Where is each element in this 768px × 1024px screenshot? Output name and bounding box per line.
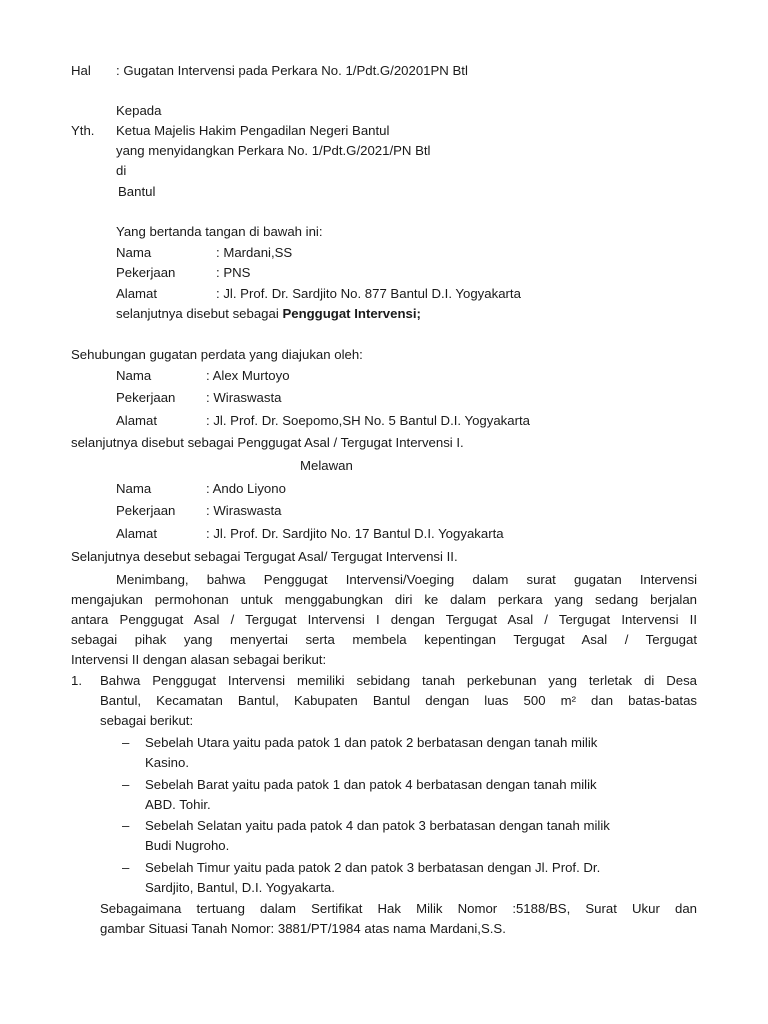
bullet-dash: – [122,860,130,875]
hal-label: Hal [71,63,91,78]
recipient-place: Bantul [118,184,156,199]
plaintiff-alamat-label: Alamat [116,413,158,428]
boundary-west-line-1: Sebelah Barat yaitu pada patok 1 dan patok 4 berbatasan dengan tanah milik [145,777,597,792]
certificate-line-1: Sebagaimana tertuang dalam Sertifikat Hak Milik Nomor :5188/BS, Surat Ukur dan [100,901,697,916]
recipient-line-1: Ketua Majelis Hakim Pengadilan Negeri Bantul [116,123,390,138]
undersigned-pekerjaan-label: Pekerjaan [116,265,176,280]
plaintiff-nama-value: : Alex Murtoyo [206,368,290,383]
certificate-line-2: gambar Situasi Tanah Nomor: 3881/PT/1984 atas nama Mardani,S.S. [100,921,506,936]
defendant-nama-value: : Ando Liyono [206,481,286,496]
plaintiff-alamat-value: : Jl. Prof. Dr. Soepomo,SH No. 5 Bantul D.I. Yogyakarta [206,413,530,428]
undersigned-designation [116,306,421,322]
boundary-east-line-1: Sebelah Timur yaitu pada patok 2 dan patok 3 berbatasan dengan Jl. Prof. Dr. [145,860,601,875]
plaintiff-pekerjaan-value: : Wiraswasta [206,390,282,405]
defendant-alamat-label: Alamat [116,526,158,541]
undersigned-nama-value: : Mardani,SS [216,245,293,260]
boundary-south-line-1: Sebelah Selatan yaitu pada patok 4 dan patok 3 berbatasan dengan tanah milik [145,818,610,833]
plaintiff-pekerjaan-label: Pekerjaan [116,390,176,405]
plaintiff-designation: selanjutnya disebut sebagai Penggugat Asal / Tergugat Intervensi I. [71,435,464,450]
recipient-line-2: yang menyidangkan Perkara No. 1/Pdt.G/2021/PN Btl [116,143,431,158]
versus-heading: Melawan [300,458,353,473]
defendant-pekerjaan-value: : Wiraswasta [206,503,282,518]
point-1-line-3: sebagai berikut: [100,713,194,728]
undersigned-nama-label: Nama [116,245,152,260]
considering-line-3: antara Penggugat Asal / Tergugat Intervensi I dengan Tergugat Asal / Tergugat Intervensi II [71,612,697,627]
undersigned-pekerjaan-value: : PNS [216,265,251,280]
bullet-dash: – [122,818,130,833]
designation-prefix: selanjutnya disebut sebagai [116,306,283,321]
defendant-pekerjaan-label: Pekerjaan [116,503,176,518]
undersigned-intro: Yang bertanda tangan di bawah ini: [116,224,323,239]
considering-line-4: sebagai pihak yang menyertai serta membela kepentingan Tergugat Asal / Tergugat [71,632,697,647]
considering-line-1: Menimbang, bahwa Penggugat Intervensi/Voeging dalam surat gugatan Intervensi [116,572,697,587]
defendant-alamat-value: : Jl. Prof. Dr. Sardjito No. 17 Bantul D.I. Yogyakarta [206,526,504,541]
designation-bold: Penggugat Intervensi; [282,306,421,321]
defendant-designation: Selanjutnya desebut sebagai Tergugat Asal/ Tergugat Intervensi II. [71,549,458,564]
point-1-line-1: Bahwa Penggugat Intervensi memiliki sebidang tanah perkebunan yang terletak di Desa [100,673,697,688]
considering-line-5: Intervensi II dengan alasan sebagai berikut: [71,652,327,667]
kepada-label: Kepada [116,103,162,118]
defendant-nama-label: Nama [116,481,152,496]
point-1-number: 1. [71,673,82,688]
recipient-di: di [116,163,127,178]
boundary-west-line-2: ABD. Tohir. [145,797,211,812]
boundary-south-line-2: Budi Nugroho. [145,838,230,853]
boundary-east-line-2: Sardjito, Bantul, D.I. Yogyakarta. [145,880,335,895]
bullet-dash: – [122,777,130,792]
plaintiff-intro: Sehubungan gugatan perdata yang diajukan oleh: [71,347,363,362]
yth-label: Yth. [71,123,95,138]
hal-subject: : Gugatan Intervensi pada Perkara No. 1/Pdt.G/20201PN Btl [116,63,468,78]
bullet-dash: – [122,735,130,750]
boundary-north-line-1: Sebelah Utara yaitu pada patok 1 dan patok 2 berbatasan dengan tanah milik [145,735,598,750]
point-1-line-2: Bantul, Kecamatan Bantul, Kabupaten Bantul dengan luas 500 m² dan batas-batas [100,693,697,708]
plaintiff-nama-label: Nama [116,368,152,383]
considering-line-2: mengajukan permohonan untuk menggabungkan diri ke dalam perkara yang sedang berjalan [71,592,697,607]
undersigned-alamat-value: : Jl. Prof. Dr. Sardjito No. 877 Bantul D.I. Yogyakarta [216,286,521,301]
boundary-north-line-2: Kasino. [145,755,189,770]
undersigned-alamat-label: Alamat [116,286,158,301]
